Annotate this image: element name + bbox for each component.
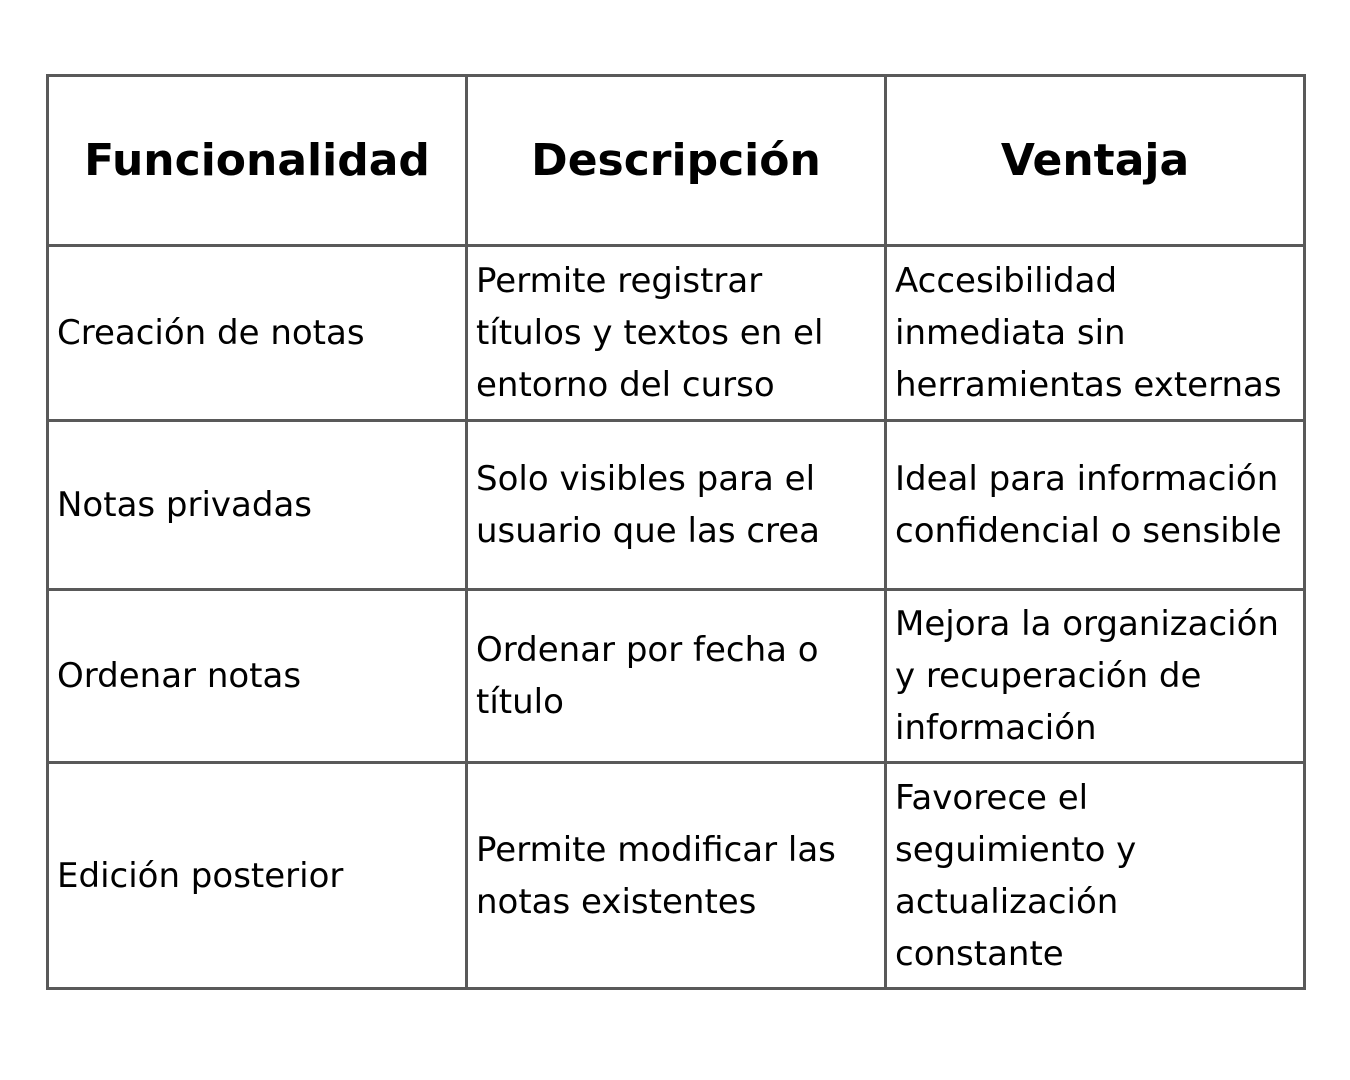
header-descripcion: Descripción: [467, 76, 886, 246]
header-ventaja: Ventaja: [886, 76, 1305, 246]
table-row: [48, 246, 1305, 421]
cell-ventaja: Ideal para información confidencial o sensible: [886, 421, 1305, 590]
cell-funcionalidad: Ordenar notas: [48, 590, 467, 763]
cell-ventaja: Accesibilidad inmediata sin herramientas externas: [886, 246, 1305, 421]
cell-funcionalidad: Edición posterior: [48, 763, 467, 989]
cell-funcionalidad: Creación de notas: [48, 246, 467, 421]
cell-descripcion: Ordenar por fecha o título: [467, 590, 886, 763]
cell-descripcion: Solo visibles para el usuario que las crea: [467, 421, 886, 590]
table-row: [48, 590, 1305, 763]
header-funcionalidad: Funcionalidad: [48, 76, 467, 246]
cell-ventaja: Favorece el seguimiento y actualización constante: [886, 763, 1305, 989]
features-table: [46, 74, 1306, 990]
table-row: [48, 421, 1305, 590]
cell-descripcion: Permite registrar títulos y textos en el entorno del curso: [467, 246, 886, 421]
table-row: [48, 763, 1305, 989]
cell-funcionalidad: Notas privadas: [48, 421, 467, 590]
cell-ventaja: Mejora la organización y recuperación de información: [886, 590, 1305, 763]
table-header-row: [48, 76, 1305, 246]
cell-descripcion: Permite modificar las notas existentes: [467, 763, 886, 989]
